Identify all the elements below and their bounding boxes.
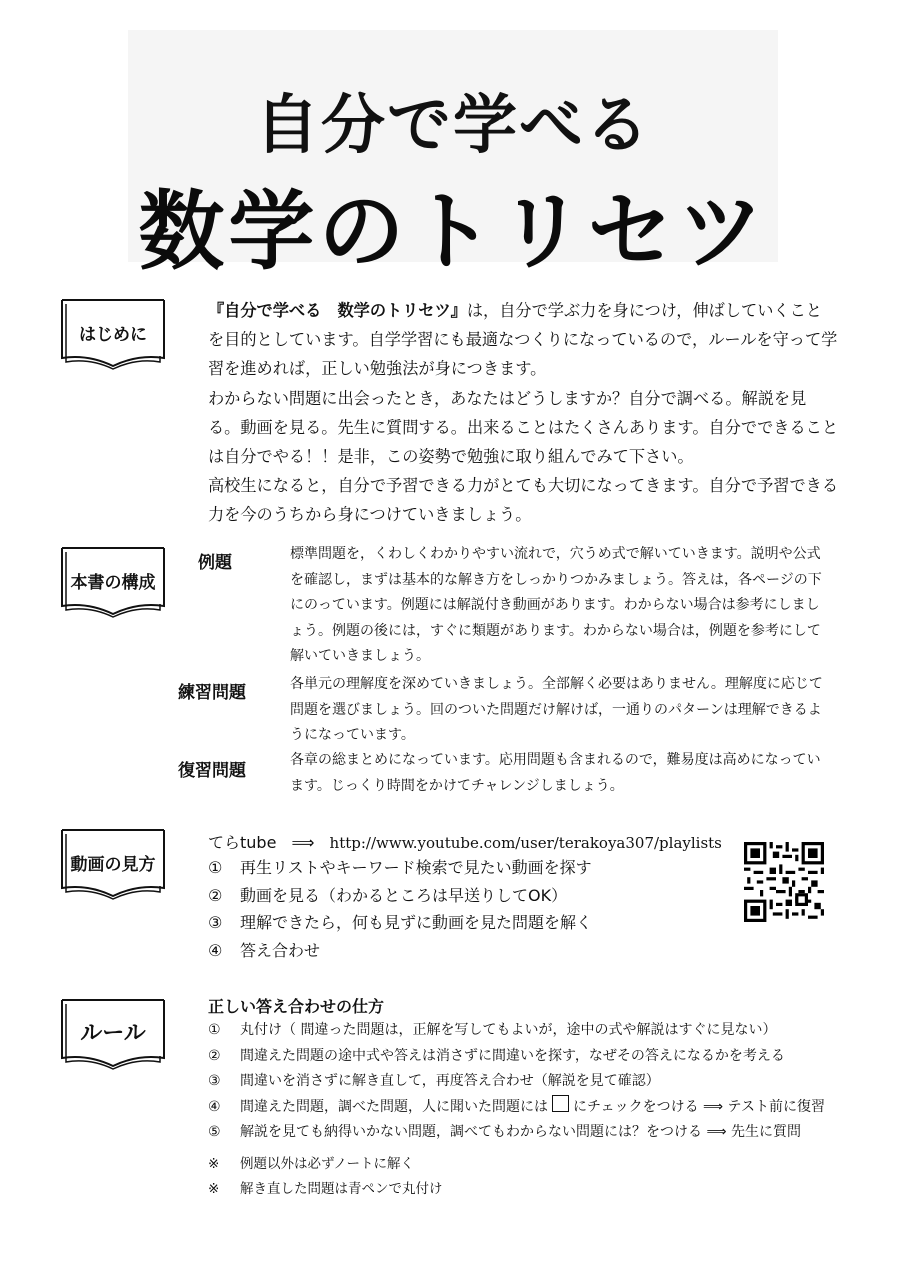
section-label-intro (58, 296, 168, 370)
video-link-line (208, 830, 722, 853)
intro-paragraph-2: わからない問題に出会ったとき，あなたはどうしますか？自分で調べる。解説を見る。動画を見る。先生に質問する。出来ることはたくさんあります。自分でできることは自分でやる！！是非，この姿勢で勉強に取り組んでみて下さい。 (208, 388, 839, 467)
structure-item-label: 復習問題 (178, 761, 246, 781)
intro-paragraph-1: は，自分で学ぶ力を身につけ，伸ばしていくことを目的としています。自学学習にも最適なつくりになっているので，ルールを守って学習を進めれば，正しい勉強法が身につきます。 (208, 301, 838, 379)
title-line-1: 自分で学べる (255, 89, 651, 163)
intro-paragraph-3: 高校生になると，自分で予習できる力がとても大切になってきます。自分で予習できる力を今のうちから身につけていきましょう。 (208, 476, 839, 525)
checkbox-icon (552, 1095, 569, 1112)
qr-code[interactable] (744, 842, 824, 922)
title-banner (128, 30, 778, 282)
list-item: ② 動画を見る（わかるところは早送りしてOK） (208, 885, 568, 905)
video-label: 動画の見方 (70, 855, 156, 875)
arrow-icon: ⟹ (291, 833, 315, 852)
intro-label: はじめに (79, 325, 147, 345)
section-label-rules (58, 996, 168, 1070)
section-label-video (58, 826, 168, 900)
section-label-structure (58, 544, 168, 618)
list-item: ① 再生リストやキーワード検索で見たい動画を探す (208, 858, 592, 877)
video-url[interactable]: http://www.youtube.com/user/terakoya307/playlists (329, 834, 722, 852)
structure-item-text: 各章の総まとめになっています。応用問題も含まれるので，難易度は高めになっています。じっくり時間をかけてチャレンジしましょう。 (290, 752, 821, 794)
note-item: ※ 解き直した問題は青ペンで丸付け (208, 1181, 443, 1197)
structure-item-text: 各単元の理解度を深めていきましょう。全部解く必要はありません。理解度に応じて問題を選びましょう。回のついた問題だけ解けば，一通りのパターンは理解できるようになっています。 (290, 676, 823, 743)
structure-label: 本書の構成 (70, 573, 156, 593)
rules-label: ルール (80, 1021, 146, 1046)
list-item: ① 丸付け（ 間違った問題は，正解を写してもよいが，途中の式や解説はすぐに見ない） (208, 1022, 777, 1038)
list-item: ③ 間違いを消さずに解き直して，再度答え合わせ（解説を見て確認） (208, 1073, 660, 1089)
structure-item-text: 標準問題を，くわしくわかりやすい流れで，穴うめ式で解いていきます。説明や公式を確認し，まずは基本的な解き方をしっかりつかみましょう。答えは，各ページの下にのっています。例題には解説付き動画があります。わからない場合は参考にしましょう。例題の後には，すぐに類題があります。わからない場合は，例題を参考にして解いていきましょう。 (290, 546, 822, 664)
list-item: ③ 理解できたら，何も見ずに動画を見た問題を解く (208, 913, 593, 932)
structure-item-label: 練習問題 (178, 683, 246, 703)
intro-book-title: 『自分で学べる 数学のトリセツ』 (208, 301, 467, 320)
list-item: ④ 答え合わせ (208, 940, 321, 960)
rules-notes (208, 1152, 443, 1202)
video-steps (208, 854, 592, 964)
intro-text (208, 296, 838, 530)
rules-list (208, 1018, 825, 1146)
structure-item-label: 例題 (198, 553, 232, 573)
list-item: ⑤ 解説を見ても納得いかない問題，調べてもわからない問題には？をつける ⟹ 先生に質問 (208, 1124, 801, 1140)
list-item: ④ 間違えた問題，調べた問題，人に聞いた問題には にチェックをつける ⟹ テスト前に復習 (208, 1095, 825, 1121)
list-item: ② 間違えた問題の途中式や答えは消さずに間違いを探す，なぜその答えになるかを考える (208, 1047, 785, 1064)
video-service: てらtube (208, 833, 277, 852)
rules-title: 正しい答え合わせの仕方 (208, 997, 385, 1016)
note-item: ※ 例題以外は必ずノートに解く (208, 1156, 415, 1172)
title-line-2: 数学のトリセツ (138, 182, 768, 282)
